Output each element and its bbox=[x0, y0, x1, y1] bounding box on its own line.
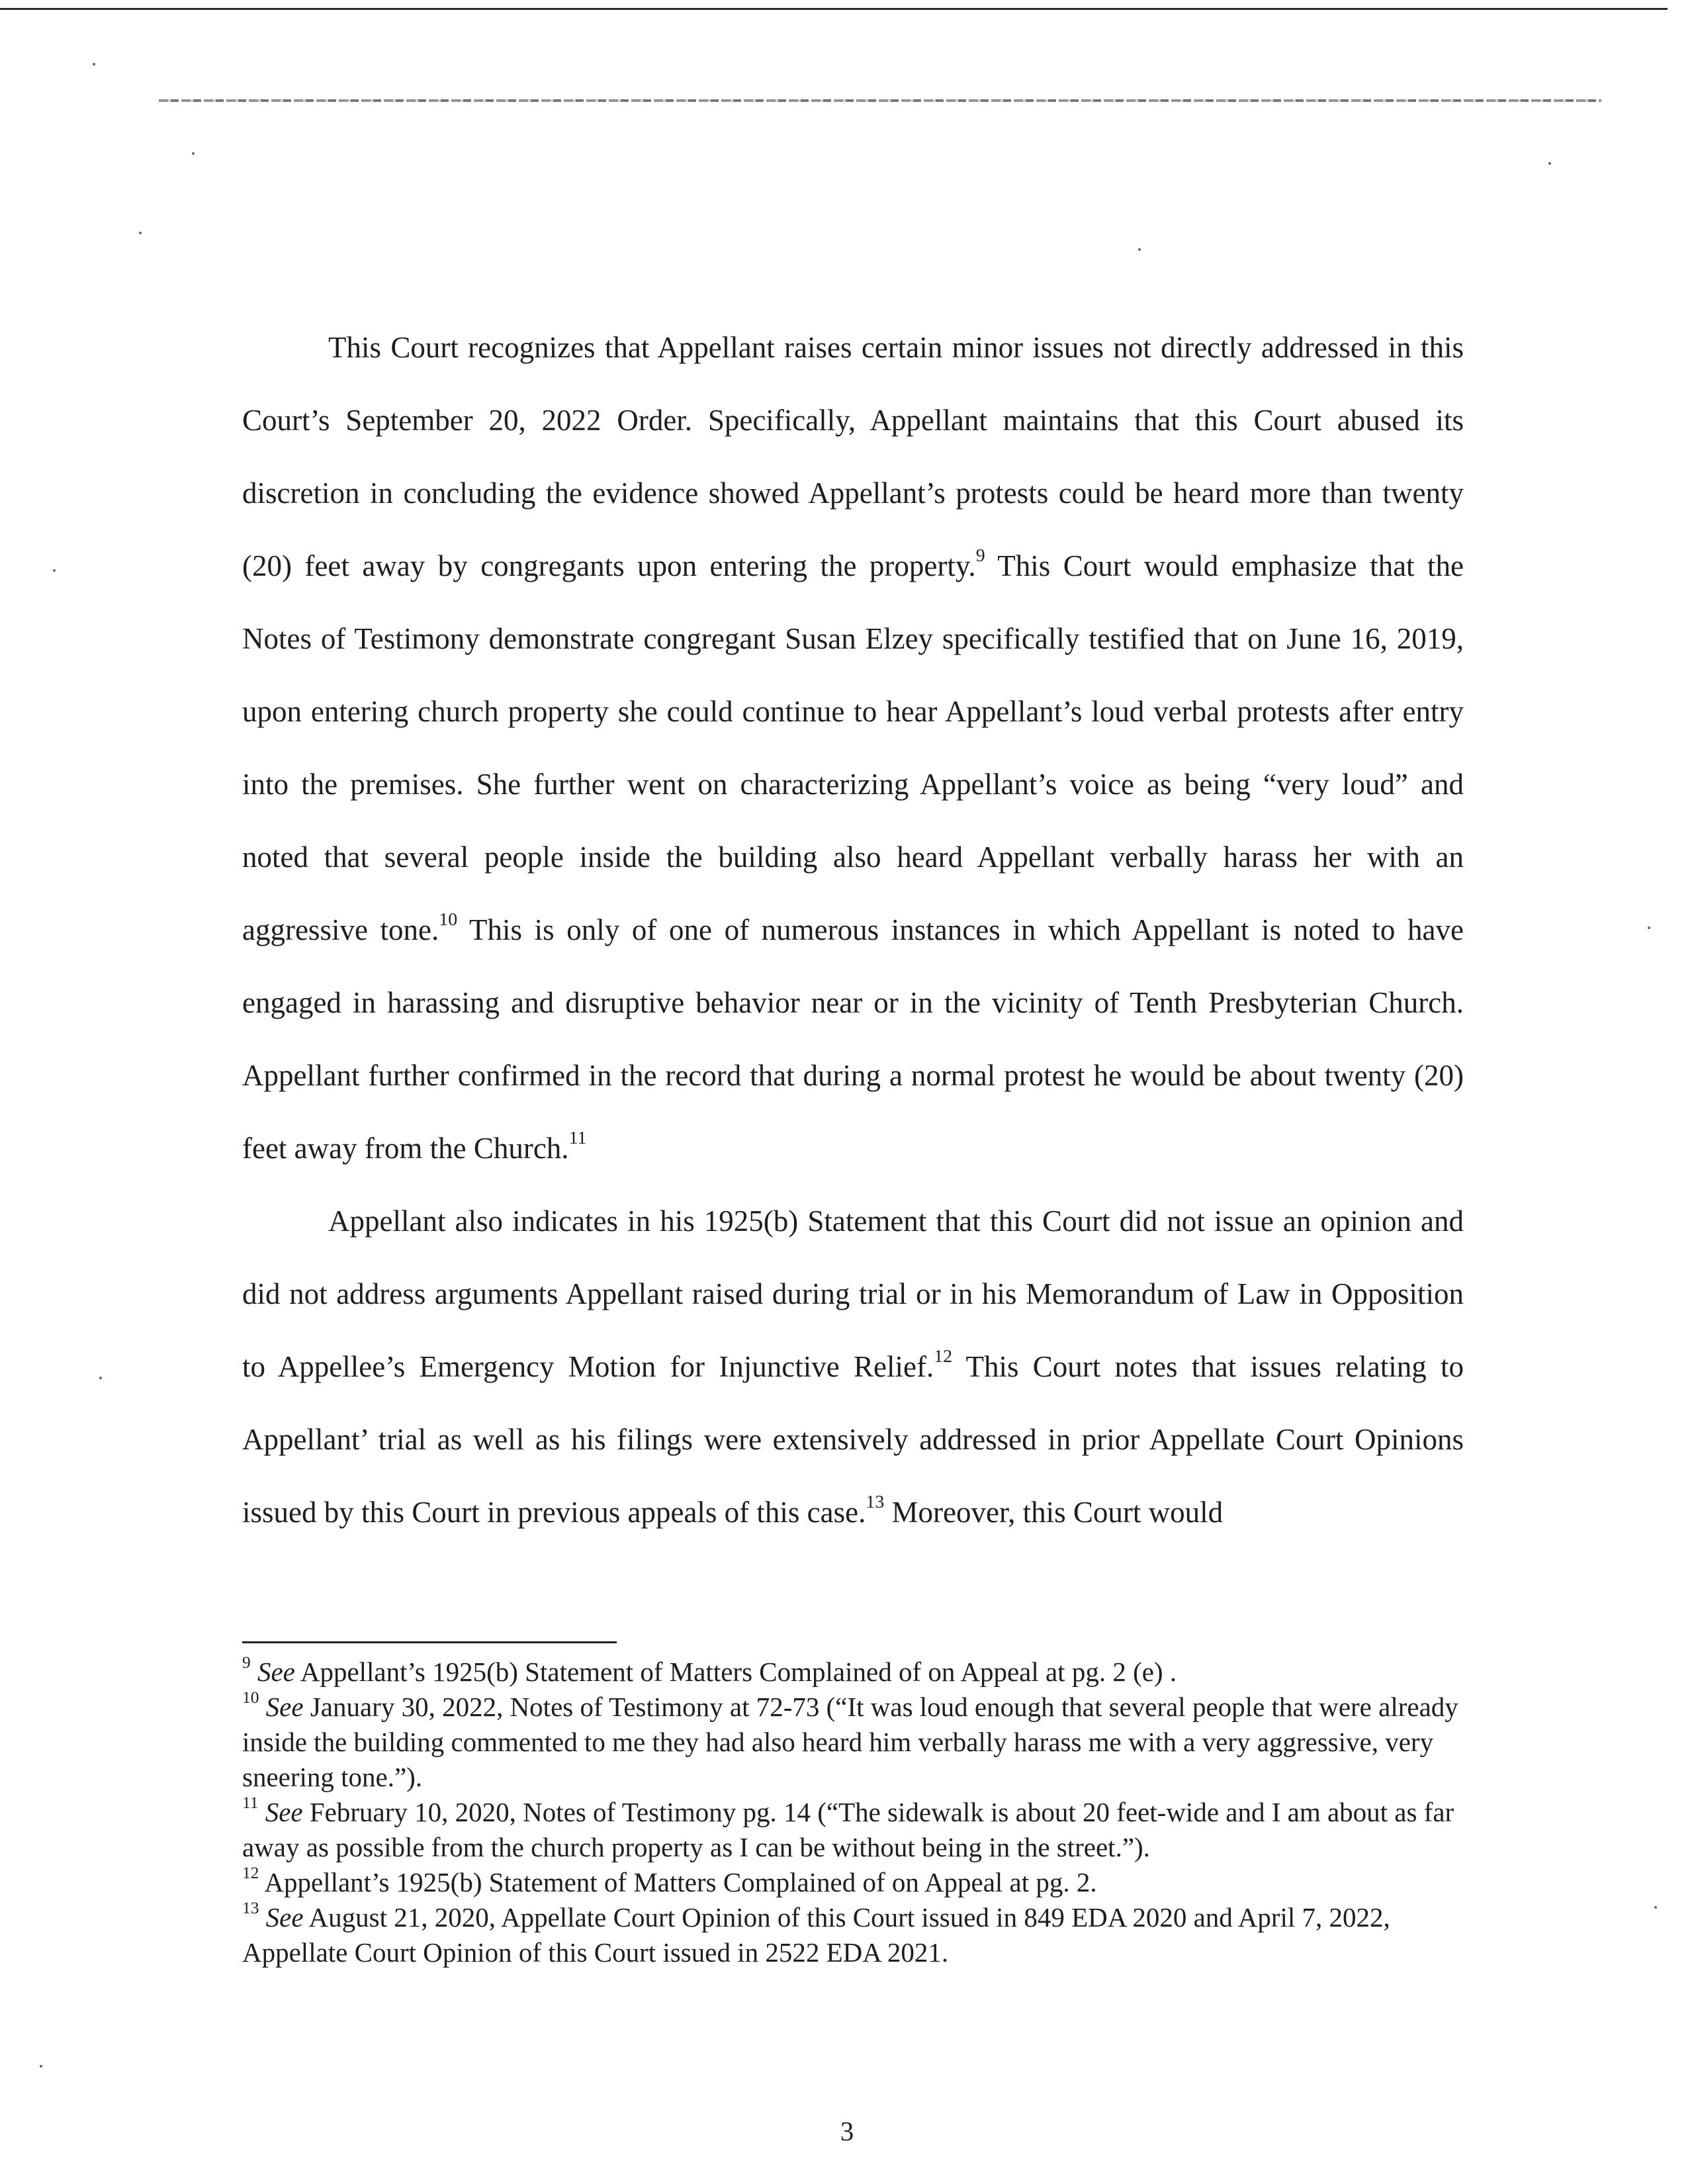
scan-speck bbox=[99, 1377, 102, 1379]
footnote-separator bbox=[242, 1641, 617, 1643]
scan-speck bbox=[139, 232, 142, 234]
paragraph-text: Appellant also indicates in his 1925(b) Statement that this Court did not issue an opinion and did not address arguments Appellant raised during trial or in his Memorandum of Law in Opposition to Appellee’s Emergency Motion for Injunctive Relief. bbox=[242, 1205, 1464, 1383]
scan-speck bbox=[192, 152, 195, 155]
footnote-number: 9 bbox=[242, 1653, 251, 1672]
footnote-ref: 10 bbox=[439, 909, 458, 931]
scan-speck bbox=[40, 2065, 42, 2068]
footnote-signal: See bbox=[265, 1902, 304, 1933]
paragraph-text: This Court notes that issues relating to Appellant’ trial as well as his filings were extensively addressed in prior Appellate Court Opinions issued by this Court in previous appeals of this case. bbox=[242, 1350, 1464, 1529]
footnote-11 bbox=[242, 1795, 1464, 1865]
footnote-number: 13 bbox=[242, 1899, 259, 1918]
scan-speck bbox=[53, 569, 56, 572]
footnote-signal: See bbox=[265, 1797, 303, 1827]
scan-speck bbox=[93, 63, 95, 66]
footnote-signal: See bbox=[257, 1657, 295, 1687]
footnote-ref: 12 bbox=[934, 1346, 953, 1367]
footnote-10 bbox=[242, 1690, 1464, 1795]
footnote-text: January 30, 2022, Notes of Testimony at 72-73 (“It was loud enough that several people that were already inside the building commented to me they had also heard him verbally harass me with a very aggressive, very sneering tone.”). bbox=[242, 1692, 1458, 1792]
top-border-line bbox=[0, 8, 1668, 10]
footnote-number: 12 bbox=[242, 1864, 259, 1883]
footnote-13 bbox=[242, 1900, 1464, 1970]
body-text bbox=[242, 311, 1464, 1549]
footnote-ref: 11 bbox=[568, 1128, 587, 1149]
footnote-text: Appellant’s 1925(b) Statement of Matters Complained of on Appeal at pg. 2 (e) . bbox=[294, 1657, 1177, 1687]
paragraph-1 bbox=[242, 311, 1464, 1185]
scan-speck bbox=[1648, 927, 1650, 929]
paragraph-text: This is only of one of numerous instances in which Appellant is noted to have engaged in harassing and disruptive behavior near or in the vicinity of Tenth Presbyterian Church. Appellant further confirmed in the record that during a normal protest he would be about twenty (20) feet away from the Church. bbox=[242, 913, 1464, 1165]
scan-speck bbox=[1548, 162, 1551, 165]
footnote-number: 10 bbox=[242, 1688, 259, 1707]
scan-artifact-line bbox=[159, 99, 1601, 102]
paragraph-text: Moreover, this Court would bbox=[884, 1496, 1224, 1529]
footnote-number: 11 bbox=[242, 1794, 259, 1813]
paragraph-text: This Court would emphasize that the Notes of Testimony demonstrate congregant Susan Elzey specifically testified that on June 16, 2019, upon entering church property she could continue to hear Appellant’s loud verbal protests after entry into the premises. She further went on characterizing Appellant’s voice as being “very loud” and noted that several people inside the building also heard Appellant verbally harass her with an aggressive tone. bbox=[242, 549, 1464, 946]
footnotes bbox=[242, 1655, 1464, 1970]
footnote-text: August 21, 2020, Appellate Court Opinion of this Court issued in 849 EDA 2020 and April 7, 2022, Appellate Court Opinion of this Court issued in 2522 EDA 2021. bbox=[242, 1902, 1390, 1968]
scan-speck bbox=[1138, 248, 1141, 251]
page-number: 3 bbox=[840, 2116, 854, 2146]
footnote-signal: See bbox=[265, 1692, 304, 1722]
scan-speck bbox=[1654, 1906, 1657, 1909]
footnote-ref: 9 bbox=[975, 545, 985, 567]
footnote-ref: 13 bbox=[866, 1492, 885, 1513]
footnote-12 bbox=[242, 1865, 1464, 1900]
footnote-text: February 10, 2020, Notes of Testimony pg. 14 (“The sidewalk is about 20 feet-wide and I am about as far away as possible from the church property as I can be without being in the street.”). bbox=[242, 1797, 1454, 1862]
paragraph-2 bbox=[242, 1185, 1464, 1549]
footnote-text: Appellant’s 1925(b) Statement of Matters Complained of on Appeal at pg. 2. bbox=[259, 1867, 1097, 1897]
paragraph-text: This Court recognizes that Appellant raises certain minor issues not directly addressed in this Court’s September 20, 2022 Order. Specifically, Appellant maintains that this Court abused its discretion in concluding the evidence showed Appellant’s protests could be heard more than twenty (20) feet away by congregants upon entering the property. bbox=[242, 331, 1464, 582]
footnote-9 bbox=[242, 1655, 1464, 1690]
